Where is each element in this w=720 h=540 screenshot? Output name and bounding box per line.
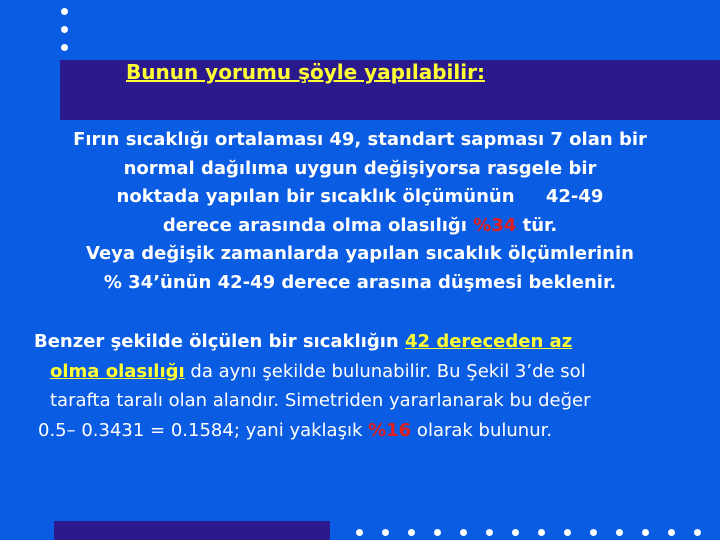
- text-segment: 0.5– 0.3431 = 0.1584; yani yaklaşık: [38, 419, 369, 441]
- decorative-dots-left: [61, 8, 68, 62]
- paragraph-line: [0, 357, 720, 387]
- bullet-dot: [61, 8, 68, 15]
- bullet-dot: [382, 529, 389, 536]
- bullet-dot: [61, 44, 68, 51]
- probability-highlight: %34: [473, 214, 517, 236]
- bullet-dot: [356, 529, 363, 536]
- bullet-dot: [512, 529, 519, 536]
- text-segment: Benzer şekilde ölçülen bir sıcaklığın: [34, 331, 405, 352]
- bullet-dot: [564, 529, 571, 536]
- paragraph-similar: [0, 327, 720, 445]
- bullet-dot: [460, 529, 467, 536]
- probability-highlight: %16: [368, 419, 412, 441]
- text-segment: derece arasında olma olasılığı: [162, 214, 474, 236]
- paragraph-line: [0, 212, 720, 241]
- bullet-dot: [408, 529, 415, 536]
- slide-title-text: Bunun yorumu şöyle yapılabilir: [126, 60, 477, 84]
- slide-title-colon: :: [476, 60, 485, 84]
- paragraph-line: Veya değişik zamanlarda yapılan sıcaklık ölçümlerinin: [86, 243, 634, 264]
- bottom-bar: [54, 521, 330, 540]
- bullet-dot: [590, 529, 597, 536]
- paragraph-line: Fırın sıcaklığı ortalaması 49, standart sapması 7 olan bir: [73, 129, 647, 150]
- bullet-dot: [61, 26, 68, 33]
- text-segment: da aynı şekilde bulunabilir. Bu Şekil 3’de sol: [184, 360, 586, 382]
- bullet-dot: [668, 529, 675, 536]
- text-segment: tür.: [516, 214, 558, 236]
- underlined-highlight: 42 dereceden az: [405, 331, 573, 352]
- paragraph-line: [0, 327, 720, 357]
- paragraph-line: [0, 416, 720, 446]
- bullet-dot: [694, 529, 701, 536]
- slide-title: [126, 60, 485, 84]
- paragraph-line: noktada yapılan bir sıcaklık ölçümünün 42-49: [116, 186, 604, 207]
- underlined-highlight: olma olasılığı: [50, 360, 185, 382]
- paragraph-line: % 34’ünün 42-49 derece arasına düşmesi beklenir.: [103, 271, 617, 293]
- bullet-dot: [642, 529, 649, 536]
- paragraph-line: tarafta taralı olan alandır. Simetriden yararlanarak bu değer: [50, 390, 591, 411]
- bullet-dot: [538, 529, 545, 536]
- paragraph-interpretation: [0, 126, 720, 297]
- bullet-dot: [486, 529, 493, 536]
- bullet-dot: [616, 529, 623, 536]
- paragraph-line: normal dağılıma uygun değişiyorsa rasgele bir: [123, 157, 597, 179]
- bullet-dot: [434, 529, 441, 536]
- decorative-dots-bottom: [356, 529, 720, 536]
- text-segment: olarak bulunur.: [411, 419, 553, 441]
